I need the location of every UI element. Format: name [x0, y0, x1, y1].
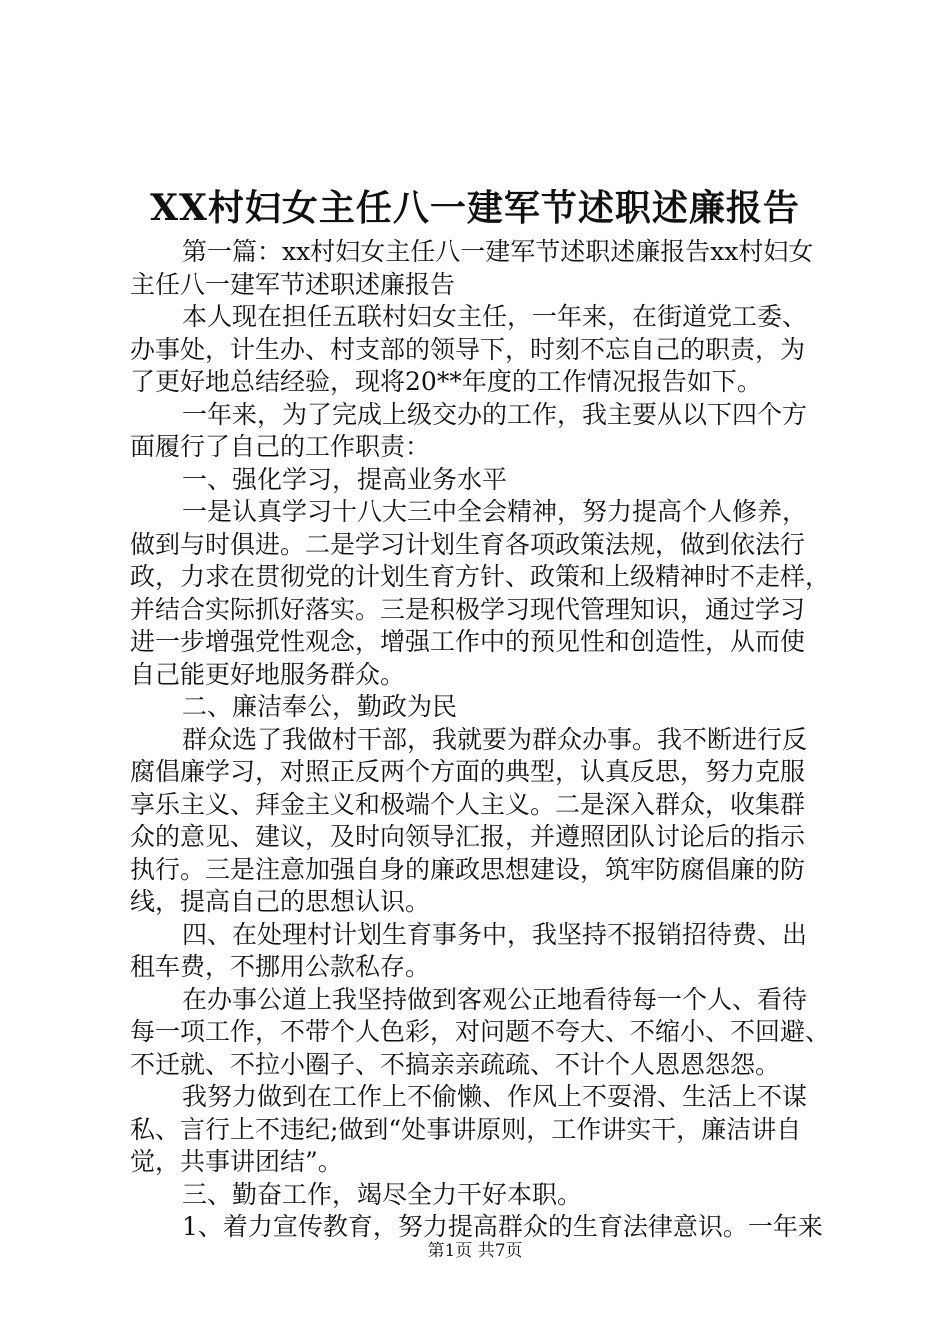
body-line: 1、着力宣传教育，努力提高群众的生育法律意识。一年来 — [182, 1212, 823, 1241]
body-line: 不迁就、不拉小圈子、不搞亲亲疏疏、不计个人恩恩怨怨。 — [130, 1049, 781, 1079]
body-line: 做到与时俱进。二是学习计划生育各项政策法规，做到依法行 — [130, 529, 806, 559]
document-title: XX村妇女主任八一建军节述职述廉报告 — [150, 187, 800, 229]
body-line: 一、强化学习，提高业务水平 — [182, 464, 508, 494]
body-line: 政，力求在贯彻党的计划生育方针、政策和上级精神时不走样， — [130, 562, 831, 591]
body-line: 享乐主义、拜金主义和极端个人主义。二是深入群众，收集群 — [130, 789, 806, 819]
body-line: 进一步增强党性观念，增强工作中的预见性和创造性，从而使 — [130, 627, 806, 656]
document-body — [130, 236, 831, 1244]
body-line: 众的意见、建议，及时向领导汇报，并遵照团队讨论后的指示 — [130, 822, 806, 851]
body-line: 一年来，为了完成上级交办的工作，我主要从以下四个方 — [182, 399, 808, 429]
body-line: 第一篇：xx村妇女主任八一建军节述职述廉报告xx村妇女 — [182, 237, 814, 266]
body-line: 面履行了自己的工作职责： — [130, 432, 431, 461]
body-line: 线，提高自己的思想认识。 — [130, 887, 431, 916]
body-line: 群众选了我做村干部，我就要为群众办事。我不断进行反 — [182, 724, 808, 754]
body-line: 觉，共事讲团结”。 — [130, 1147, 343, 1176]
body-line: 了更好地总结经验，现将20**年度的工作情况报告如下。 — [130, 367, 762, 396]
body-line: 执行。三是注意加强自身的廉政思想建设，筑牢防腐倡廉的防 — [130, 854, 806, 884]
body-line: 主任八一建军节述职述廉报告 — [130, 269, 456, 299]
body-line: 我努力做到在工作上不偷懒、作风上不耍滑、生活上不谋 — [182, 1082, 808, 1111]
body-line: 办事处，计生办、村支部的领导下，时刻不忘自己的职责，为 — [130, 334, 806, 364]
body-line: 腐倡廉学习，对照正反两个方面的典型，认真反思，努力克服 — [130, 757, 806, 786]
body-line: 三、勤奋工作，竭尽全力干好本职。 — [182, 1179, 583, 1209]
body-line: 本人现在担任五联村妇女主任，一年来，在街道党工委、 — [182, 302, 808, 331]
body-line: 二、廉洁奉公，勤政为民 — [182, 692, 458, 721]
body-line: 自己能更好地服务群众。 — [130, 659, 406, 689]
body-line: 四、在处理村计划生育事务中，我坚持不报销招待费、出 — [182, 919, 808, 949]
body-line: 并结合实际抓好落实。三是积极学习现代管理知识，通过学习 — [130, 594, 806, 624]
body-line: 一是认真学习十八大三中全会精神，努力提高个人修养， — [182, 497, 808, 526]
body-line: 私、言行上不违纪;做到“处事讲原则，工作讲实干，廉洁讲自 — [130, 1114, 802, 1144]
body-line: 每一项工作，不带个人色彩，对问题不夸大、不缩小、不回避、 — [130, 1017, 831, 1046]
body-line: 在办事公道上我坚持做到客观公正地看待每一个人、看待 — [182, 984, 808, 1014]
body-line: 租车费，不挪用公款私存。 — [130, 952, 431, 981]
page-footer: 第1页 共7页 — [427, 1241, 523, 1261]
